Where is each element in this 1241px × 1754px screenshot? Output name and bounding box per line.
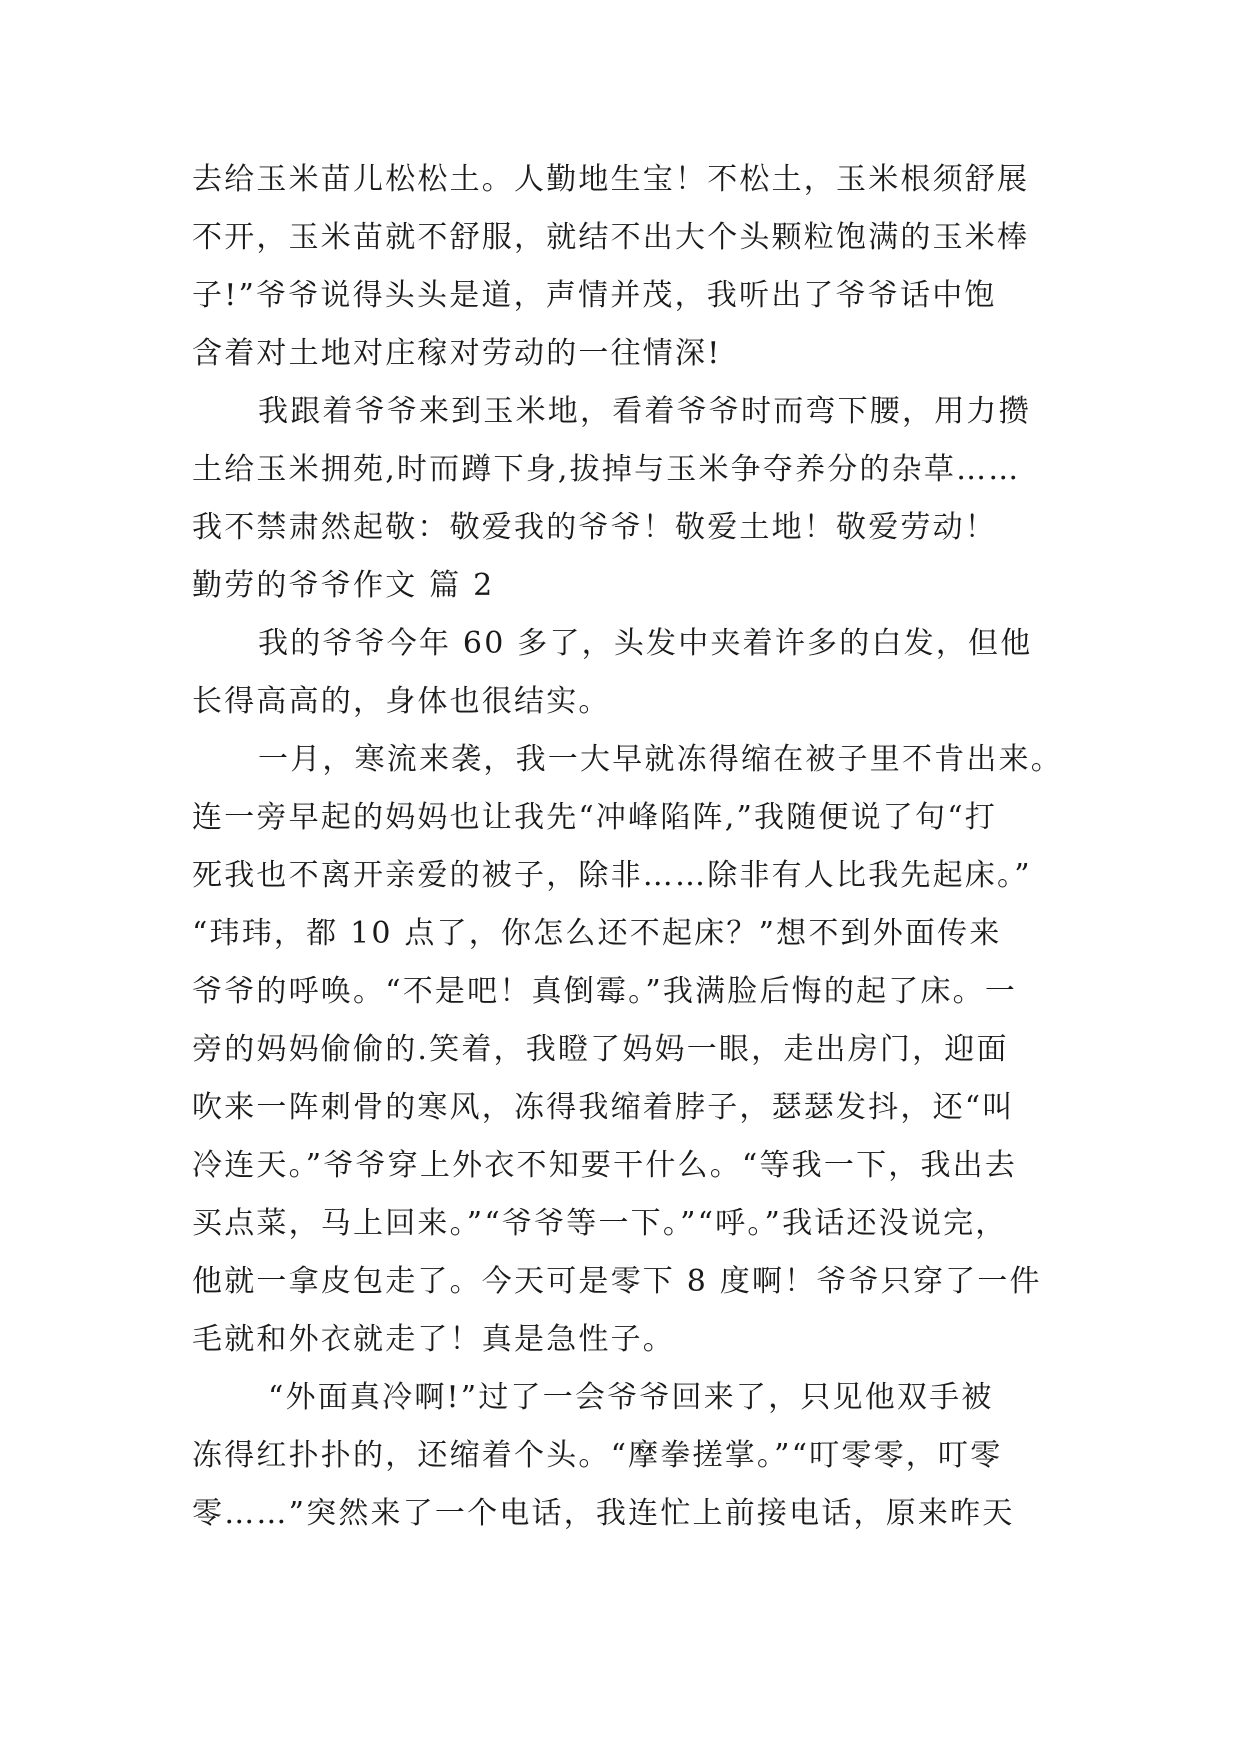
paragraph-line: 我不禁肃然起敬：敬爱我的爷爷！敬爱土地！敬爱劳动！ [192,510,997,545]
section-heading: 勤劳的爷爷作文 篇 2 [192,568,495,603]
paragraph-line: 长得高高的，身体也很结实。 [192,684,611,719]
paragraph-line: 爷爷的呼唤。“不是吧！真倒霉。”我满脸后悔的起了床。一 [192,974,1018,1009]
paragraph-line: 旁的妈妈偷偷的.笑着，我瞪了妈妈一眼，走出房门，迎面 [192,1032,1009,1067]
paragraph-line: 冻得红扑扑的，还缩着个头。“摩拳搓掌。”“叮零零，叮零 [192,1438,1003,1473]
paragraph-line: 死我也不离开亲爱的被子，除非……除非有人比我先起床。” [192,858,1032,893]
paragraph-line: 零……”突然来了一个电话，我连忙上前接电话，原来昨天 [192,1496,1015,1531]
paragraph-line: “玮玮，都 10 点了，你怎么还不起床？”想不到外面传来 [192,916,1002,951]
paragraph-line: 我跟着爷爷来到玉米地，看着爷爷时而弯下腰，用力攒 [258,394,1031,429]
paragraph-line: 吹来一阵刺骨的寒风，冻得我缩着脖子，瑟瑟发抖，还“叫 [192,1090,1015,1125]
paragraph-line: 毛就和外衣就走了！真是急性子。 [192,1322,675,1357]
paragraph-line: 含着对土地对庄稼对劳动的一往情深! [192,336,722,371]
paragraph-line: “外面真冷啊!”过了一会爷爷回来了，只见他双手被 [268,1380,994,1415]
paragraph-line: 去给玉米苗儿松松土。人勤地生宝！不松土，玉米根须舒展 [192,162,1030,197]
paragraph-line: 连一旁早起的妈妈也让我先“冲峰陷阵,”我随便说了句“打 [192,800,997,835]
paragraph-line: 一月，寒流来袭，我一大早就冻得缩在被子里不肯出来。 [258,742,1063,777]
paragraph-line: 他就一拿皮包走了。今天可是零下 8 度啊！爷爷只穿了一件 [192,1264,1042,1299]
paragraph-line: 子!”爷爷说得头头是道，声情并茂，我听出了爷爷话中饱 [192,278,997,313]
paragraph-line: 冷连天。”爷爷穿上外衣不知要干什么。“等我一下，我出去 [192,1148,1018,1183]
paragraph-line: 土给玉米拥苑,时而蹲下身,拔掉与玉米争夺养分的杂草…… [192,452,1021,487]
paragraph-line: 买点菜，马上回来。”“爷爷等一下。”“呼。”我话还没说完， [192,1206,1008,1241]
paragraph-line: 不开，玉米苗就不舒服，就结不出大个头颗粒饱满的玉米棒 [192,220,1030,255]
paragraph-line: 我的爷爷今年 60 多了，头发中夹着许多的白发，但他 [258,626,1033,661]
